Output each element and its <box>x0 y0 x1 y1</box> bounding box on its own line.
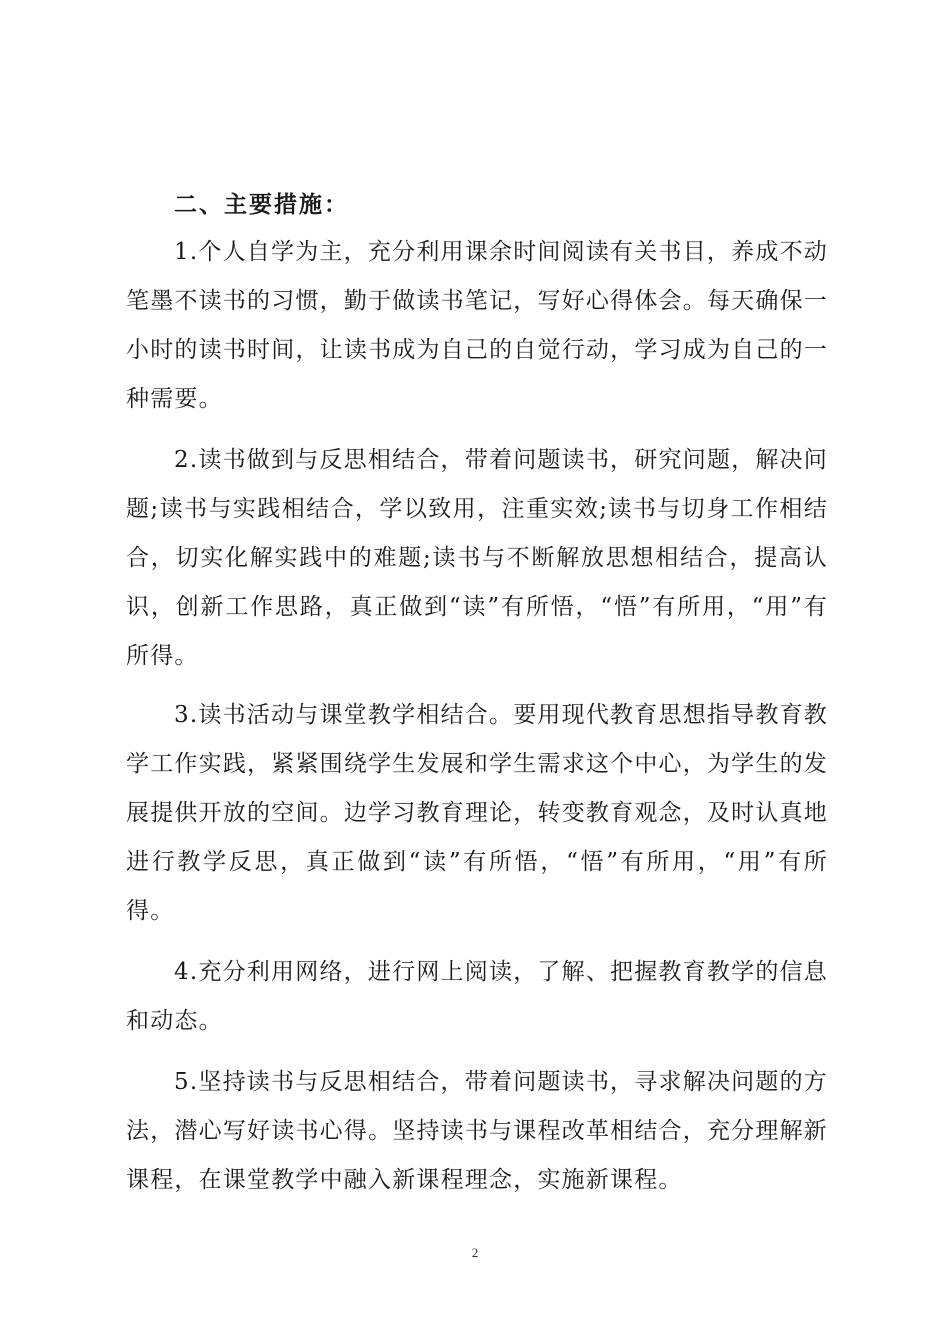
paragraph-4: 4.充分利用网络，进行网上阅读，了解、把握教育教学的信息和动态。 <box>126 959 828 1034</box>
paragraph-3: 3.读书活动与课堂教学相结合。要用现代教育思想指导教育教学工作实践，紧紧围绕学生发展和学生需求这个中心，为学生的发展提供开放的空间。边学习教育理论，转变教育观念，及时认真地进行教学反思，真正做到“读”有所悟，“悟”有所用，“用”有所得。 <box>126 702 828 924</box>
paragraph-2: 2.读书做到与反思相结合，带着问题读书，研究问题，解决问题;读书与实践相结合，学以致用，注重实效;读书与切身工作相结合，切实化解实践中的难题;读书与不断解放思想相结合，提高认识，创新工作思路，真正做到“读”有所悟，“悟”有所用，“用”有所得。 <box>126 447 828 669</box>
paragraph-1: 1.个人自学为主，充分利用课余时间阅读有关书目，养成不动笔墨不读书的习惯，勤于做读书笔记，写好心得体会。每天确保一小时的读书时间，让读书成为自己的自觉行动，学习成为自己的一种需要。 <box>126 239 828 412</box>
document-body <box>126 182 828 1205</box>
paragraph-5: 5.坚持读书与反思相结合，带着问题读书，寻求解决问题的方法，潜心写好读书心得。坚持读书与课程改革相结合，充分理解新课程，在课堂教学中融入新课程理念，实施新课程。 <box>126 1069 828 1193</box>
section-heading: 二、主要措施： <box>174 192 349 218</box>
page-number: 2 <box>471 1245 479 1260</box>
